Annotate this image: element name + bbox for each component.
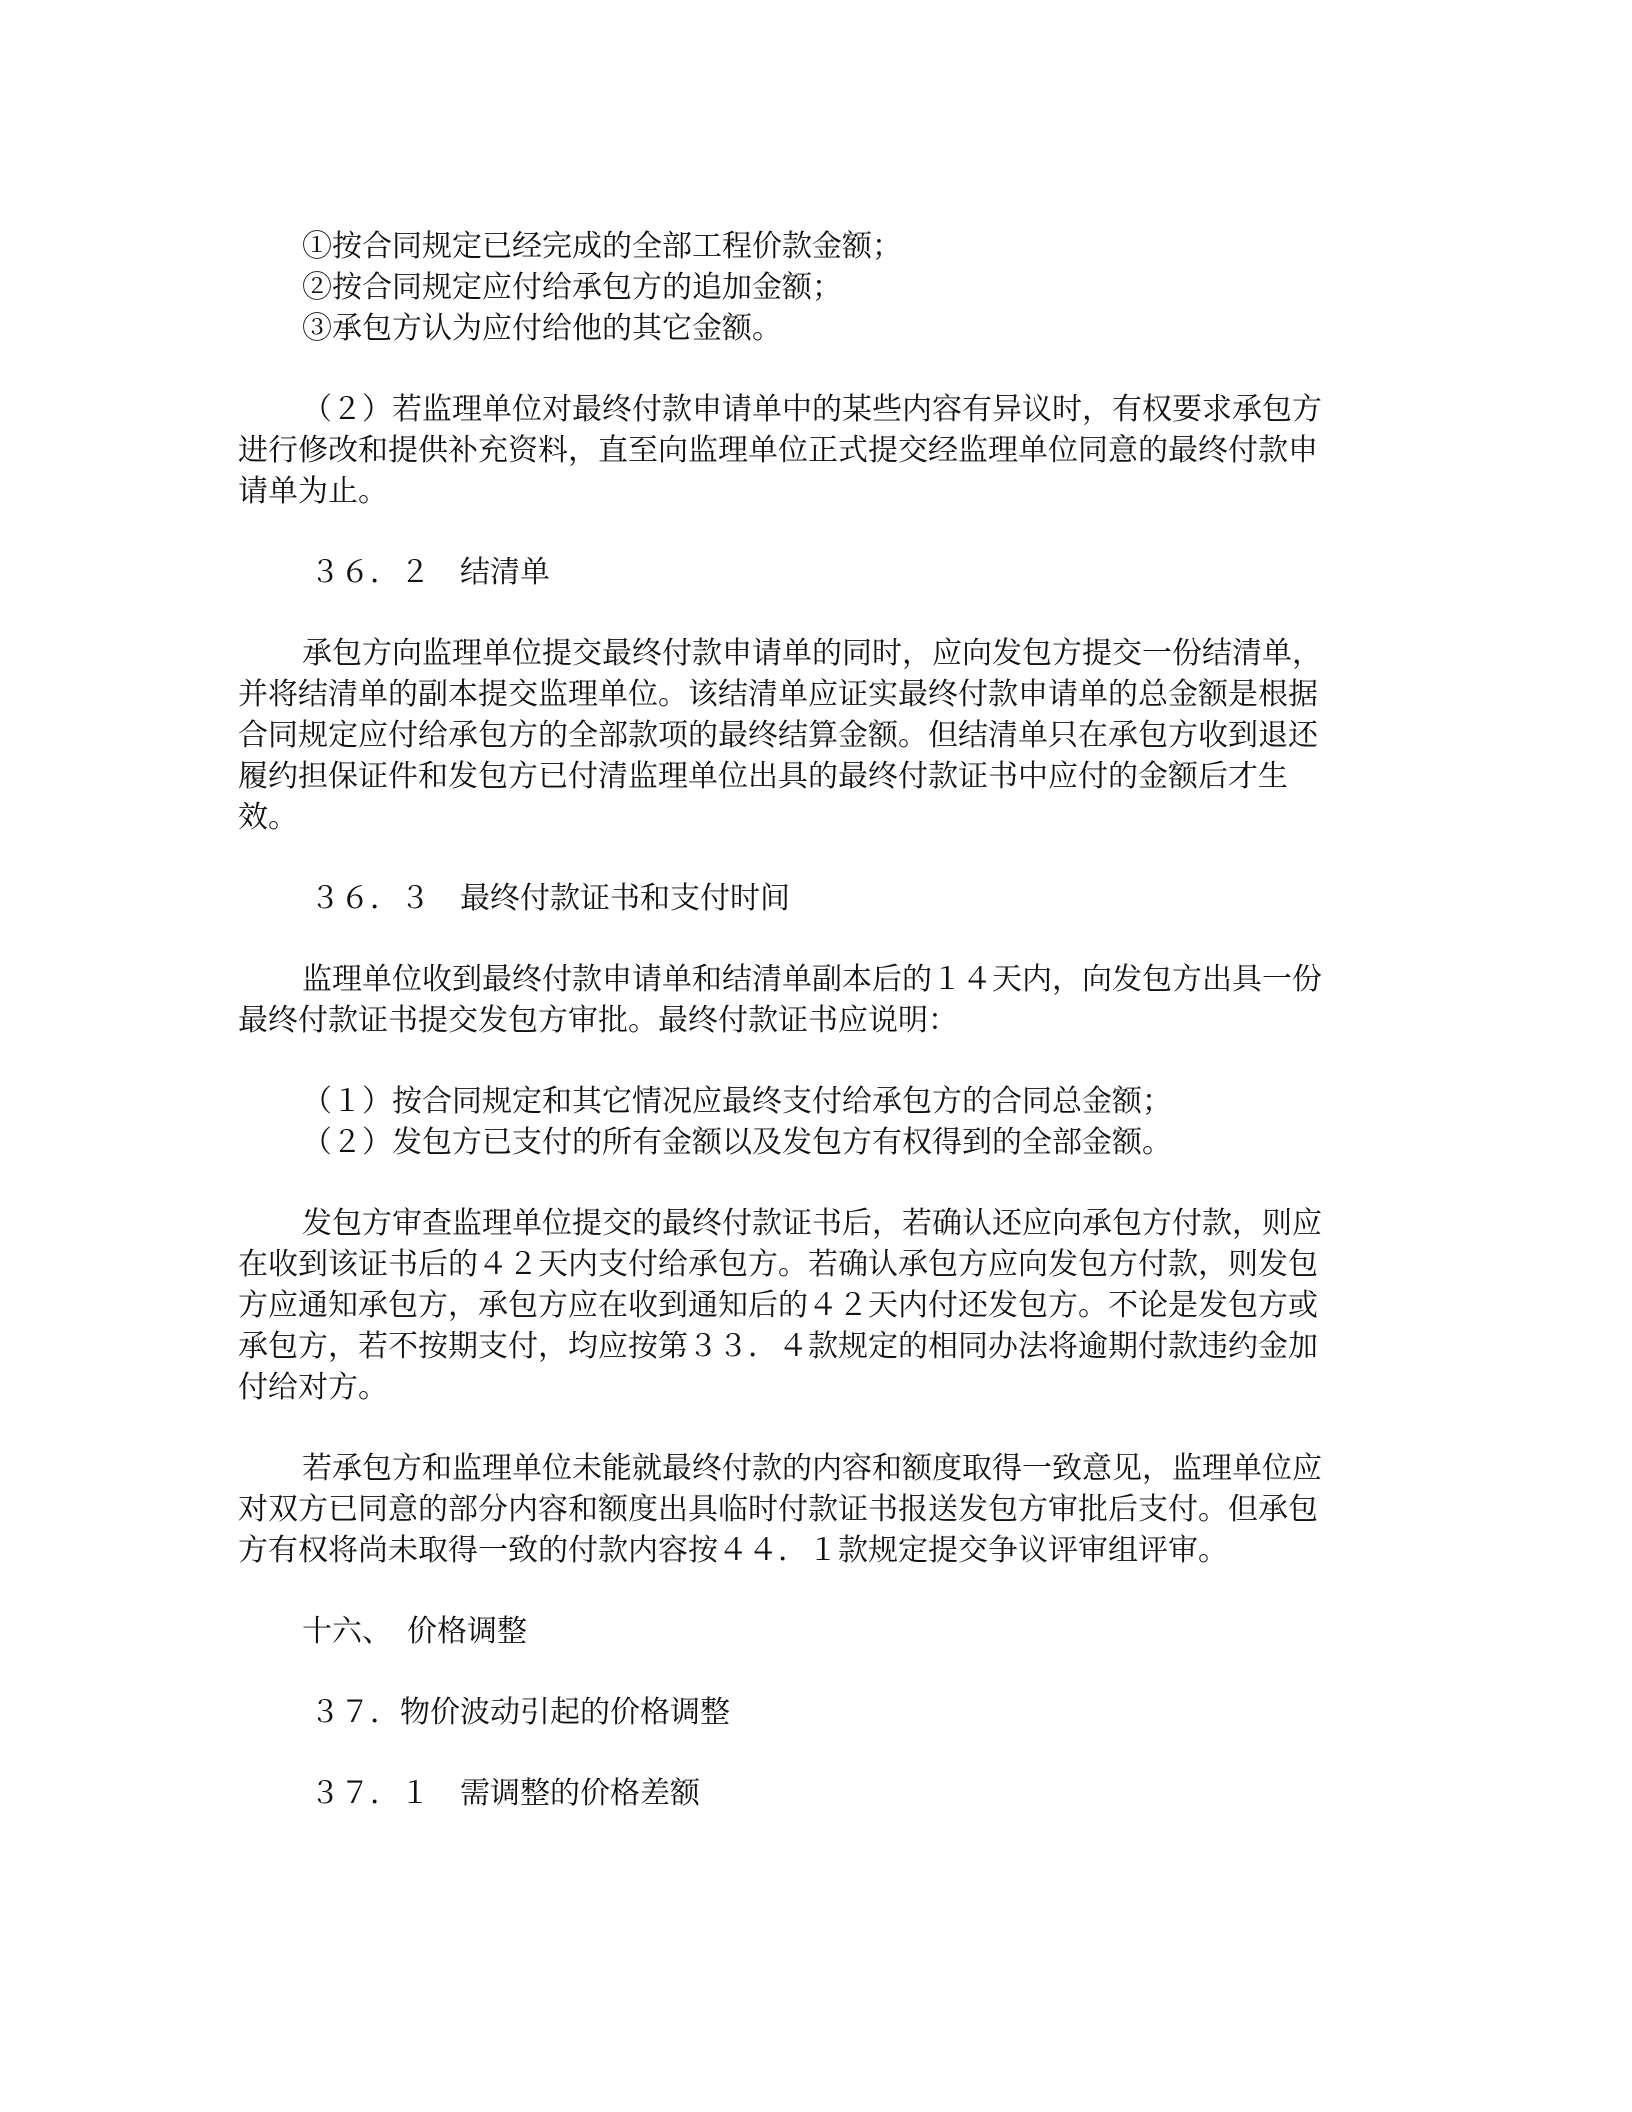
paragraph-line: 在收到该证书后的４２天内支付给承包方。若确认承包方应向发包方付款，则发包 <box>238 1247 1318 1282</box>
paragraph-line: （２）若监理单位对最终付款申请单中的某些内容有异议时，有权要求承包方 <box>302 392 1322 427</box>
paragraph-line: 履约担保证件和发包方已付清监理单位出具的最终付款证书中应付的金额后才生 <box>238 759 1288 794</box>
paragraph-line: 请单为止。 <box>238 474 388 509</box>
paragraph-line: 付给对方。 <box>238 1370 388 1405</box>
paragraph-line: 承包方向监理单位提交最终付款申请单的同时，应向发包方提交一份结清单， <box>302 636 1322 671</box>
paragraph-line: 若承包方和监理单位未能就最终付款的内容和额度取得一致意见，监理单位应 <box>302 1451 1322 1486</box>
amount-list <box>238 226 1388 349</box>
paragraph-objection <box>238 389 1388 512</box>
paragraph-line: 效。 <box>238 800 298 835</box>
section-heading-36-3: ３６．３ 最终付款证书和支付时间 <box>310 881 790 916</box>
paragraph-line: 监理单位收到最终付款申请单和结清单副本后的１４天内，向发包方出具一份 <box>302 962 1322 997</box>
certificate-list <box>238 1081 1388 1163</box>
paragraph-line: 方有权将尚未取得一致的付款内容按４４．１款规定提交争议评审组评审。 <box>238 1533 1228 1568</box>
list-item: ③承包方认为应付给他的其它金额。 <box>302 311 782 346</box>
chapter-heading-16: 十六、 价格调整 <box>302 1614 527 1649</box>
paragraph-line: 进行修改和提供补充资料，直至向监理单位正式提交经监理单位同意的最终付款申 <box>238 433 1318 468</box>
section-heading-37: ３７．物价波动引起的价格调整 <box>310 1695 730 1730</box>
list-item: ②按合同规定应付给承包方的追加金额； <box>302 270 842 305</box>
paragraph-line: 方应通知承包方，承包方应在收到通知后的４２天内付还发包方。不论是发包方或 <box>238 1288 1318 1323</box>
paragraph-settlement <box>238 633 1388 838</box>
paragraph-line: 发包方审查监理单位提交的最终付款证书后，若确认还应向承包方付款，则应 <box>302 1206 1322 1241</box>
paragraph-review <box>238 1203 1388 1408</box>
list-item: （１）按合同规定和其它情况应最终支付给承包方的合同总金额； <box>302 1084 1172 1119</box>
paragraph-line: 合同规定应付给承包方的全部款项的最终结算金额。但结清单只在承包方收到退还 <box>238 718 1318 753</box>
paragraph-line: 承包方，若不按期支付，均应按第３３．４款规定的相同办法将逾期付款违约金加 <box>238 1329 1318 1364</box>
paragraph-certificate <box>238 959 1388 1041</box>
section-heading-36-2: ３６．２ 结清单 <box>310 555 550 590</box>
document-body <box>238 226 1388 1814</box>
paragraph-line: 最终付款证书提交发包方审批。最终付款证书应说明： <box>238 1003 958 1038</box>
section-heading-37-1: ３７．１ 需调整的价格差额 <box>310 1776 700 1811</box>
paragraph-dispute <box>238 1448 1388 1571</box>
paragraph-line: 对双方已同意的部分内容和额度出具临时付款证书报送发包方审批后支付。但承包 <box>238 1492 1318 1527</box>
list-item: ①按合同规定已经完成的全部工程价款金额； <box>302 229 902 264</box>
list-item: （２）发包方已支付的所有金额以及发包方有权得到的全部金额。 <box>302 1125 1172 1160</box>
paragraph-line: 并将结清单的副本提交监理单位。该结清单应证实最终付款申请单的总金额是根据 <box>238 677 1318 712</box>
